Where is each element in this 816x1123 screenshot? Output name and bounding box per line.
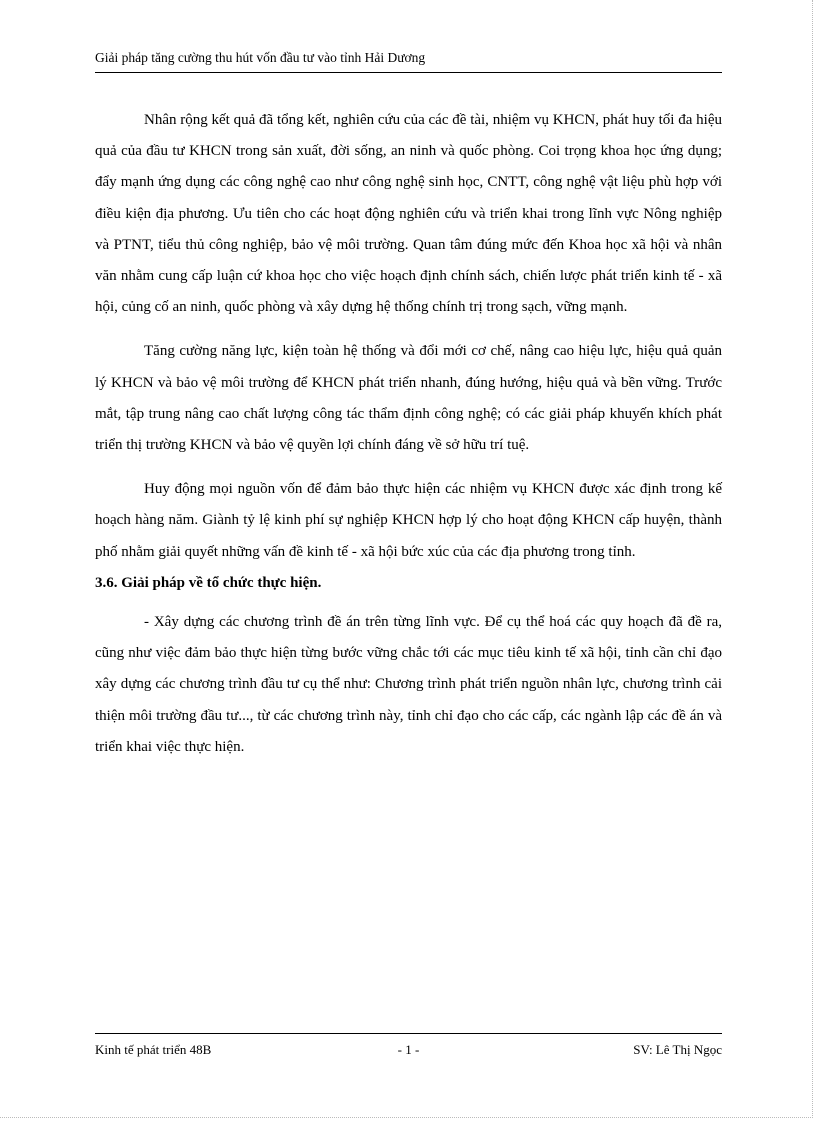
section-paragraph: - Xây dựng các chương trình đề án trên từng lĩnh vực. Để cụ thể hoá các quy hoạch đã đề ra, cũng như việc đảm bảo thực hiện từng bước vững chắc tới các mục tiêu kinh tế xã hội, tỉnh cần chỉ đạo xây dựng các chương trình đầu tư cụ thể như: Chương trình phát triển nguồn nhân lực, chương trình cải thiện môi trường đầu tư..., từ các chương trình này, tỉnh chỉ đạo cho các cấp, các ngành lập các đề án và triển khai việc thực hiện. bbox=[95, 614, 722, 755]
body-paragraph-3: Huy động mọi nguồn vốn để đảm bảo thực hiện các nhiệm vụ KHCN được xác định trong kế hoạch hàng năm. Giành tỷ lệ kinh phí sự nghiệp KHCN hợp lý cho hoạt động KHCN cấp huyện, thành phố nhằm giải quyết những vấn đề kinh tế - xã hội bức xúc của các địa phương trong tỉnh. bbox=[95, 481, 722, 560]
footer-course: Kinh tế phát triển 48B bbox=[95, 1042, 212, 1057]
page-number: - 1 - bbox=[397, 1042, 420, 1057]
running-footer bbox=[95, 1033, 722, 1058]
header-title: Giải pháp tăng cường thu hút vốn đầu tư vào tỉnh Hải Dương bbox=[95, 50, 426, 65]
footer-student: SV: Lê Thị Ngọc bbox=[633, 1042, 722, 1057]
section-heading: 3.6. Giải pháp về tổ chức thực hiện. bbox=[95, 574, 322, 591]
body-paragraph-2: Tăng cường năng lực, kiện toàn hệ thống và đổi mới cơ chế, nâng cao hiệu lực, hiệu quả quản lý KHCN và bảo vệ môi trường để KHCN phát triển nhanh, đúng hướng, hiệu quả và bền vững. Trước mắt, tập trung nâng cao chất lượng công tác thẩm định công nghệ; có các giải pháp khuyến khích phát triển thị trường KHCN và bảo vệ quyền lợi chính đáng về sở hữu trí tuệ. bbox=[95, 343, 722, 454]
document-body bbox=[95, 105, 722, 776]
running-header bbox=[95, 50, 722, 73]
body-paragraph-1: Nhân rộng kết quả đã tổng kết, nghiên cứu của các đề tài, nhiệm vụ KHCN, phát huy tối đa hiệu quả của đầu tư KHCN trong sản xuất, đời sống, an ninh và quốc phòng. Coi trọng khoa học ứng dụng; đẩy mạnh ứng dụng các công nghệ cao như công nghệ sinh học, CNTT, công nghệ vật liệu phù hợp với điều kiện địa phương. Ưu tiên cho các hoạt động nghiên cứu và triển khai trong lĩnh vực Nông nghiệp và PTNT, tiểu thủ công nghiệp, bảo vệ môi trường. Quan tâm đúng mức đến Khoa học xã hội và nhân văn nhằm cung cấp luận cứ khoa học cho việc hoạch định chính sách, chiến lược phát triển kinh tế - xã hội, củng cố an ninh, quốc phòng và xây dựng hệ thống chính trị trong sạch, vững mạnh. bbox=[95, 112, 722, 316]
